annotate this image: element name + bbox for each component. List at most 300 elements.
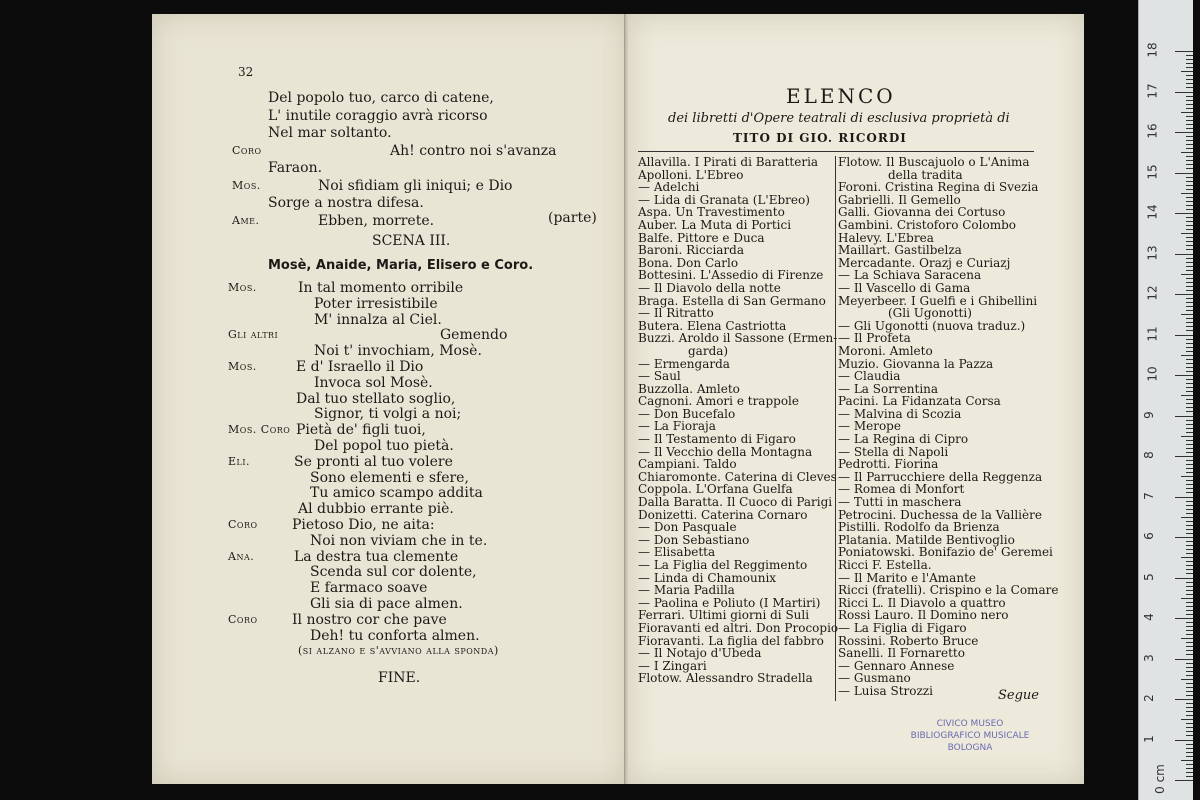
ruler-label: 3 <box>1141 653 1156 662</box>
verse-line: Pietà de' figli tuoi, <box>296 422 426 439</box>
catalog-entry: Pacini. La Fidanzata Corsa <box>838 394 1001 409</box>
catalog-entry: — Saul <box>638 369 681 384</box>
verse-line: (parte) <box>548 210 597 226</box>
ruler-minor-tick <box>1186 168 1193 169</box>
catalog-column-2 <box>838 156 1058 698</box>
catalog-entry: — La Schiava Saracena <box>838 268 982 283</box>
ruler-minor-tick <box>1186 521 1193 522</box>
ruler-minor-tick <box>1186 128 1193 129</box>
ruler-minor-tick <box>1186 541 1193 542</box>
ruler-minor-tick <box>1181 355 1193 356</box>
ruler-tick <box>1175 51 1193 52</box>
ruler-minor-tick <box>1186 756 1193 757</box>
ruler-minor-tick <box>1181 395 1193 396</box>
catalog-column-1 <box>638 156 838 685</box>
ruler-minor-tick <box>1186 100 1193 101</box>
ruler-tick <box>1175 213 1193 214</box>
catalog-title: ELENCO <box>786 84 896 108</box>
ruler-minor-tick <box>1186 403 1193 404</box>
catalog-entry: — Don Sebastiano <box>638 532 750 547</box>
catalog-entry: — Luisa Strozzi <box>838 683 933 698</box>
catalog-entry: Petrocini. Duchessa de la Vallière <box>838 507 1042 522</box>
verse-line: In tal momento orribile <box>298 280 464 296</box>
ruler-minor-tick <box>1186 573 1193 574</box>
catalog-entry: — Tutti in maschera <box>838 495 962 510</box>
catalog-entry: — Don Bucefalo <box>638 406 736 421</box>
catalog-entry: — Adelchi <box>638 180 700 195</box>
speaker-label: Gli altri <box>228 328 279 342</box>
verse-line: La destra tua clemente <box>294 548 459 565</box>
catalog-entry: Gabrielli. Il Gemello <box>838 192 961 207</box>
ruler-minor-tick <box>1186 124 1193 125</box>
ruler-minor-tick <box>1181 436 1193 437</box>
ruler-minor-tick <box>1186 752 1193 753</box>
ruler-minor-tick <box>1186 748 1193 749</box>
catalog-entry: Maillart. Gastilbelza <box>838 243 962 258</box>
ruler-tick <box>1175 497 1193 498</box>
ruler-minor-tick <box>1186 298 1193 299</box>
verse-line: Ah! contro noi s'avanza <box>390 142 557 159</box>
catalog-entry: — La Regina di Cipro <box>838 432 969 447</box>
catalog-entry: — Don Pasquale <box>638 520 737 535</box>
ruler-minor-tick <box>1186 347 1193 348</box>
ruler-minor-tick <box>1186 671 1193 672</box>
ruler-label: 5 <box>1141 572 1156 581</box>
segue-note: Segue <box>998 688 1039 703</box>
ruler-minor-tick <box>1186 634 1193 635</box>
ruler-label: 18 <box>1145 42 1160 58</box>
catalog-entry: — Maria Padilla <box>638 583 735 598</box>
verse-line: Faraon. <box>268 160 323 176</box>
stamp-line: BIBLIOGRAFICO MUSICALE <box>910 731 1030 741</box>
verse-line: Sono elementi e sfere, <box>310 469 469 486</box>
catalog-rule <box>638 151 1034 152</box>
ruler-minor-tick <box>1181 760 1193 761</box>
catalog-entry: Sanelli. Il Fornaretto <box>838 646 965 661</box>
ruler-minor-tick <box>1186 513 1193 514</box>
catalog-entry: — Paolina e Poliuto (I Martiri) <box>638 595 821 610</box>
catalog-entry: — Il Marito e l'Amante <box>838 570 976 585</box>
ruler-minor-tick <box>1186 229 1193 230</box>
catalog-entry: Ricci F. Estella. <box>838 558 932 572</box>
catalog-entry: Apolloni. L'Ebreo <box>638 167 744 182</box>
ruler-minor-tick <box>1186 75 1193 76</box>
verse-line: Noi t' invochiam, Mosè. <box>314 343 482 360</box>
ruler-minor-tick <box>1186 569 1193 570</box>
catalog-entry: — Gusmano <box>838 671 911 686</box>
catalog-entry: Moroni. Amleto <box>838 343 933 358</box>
verse-line: M' innalza al Ciel. <box>314 311 442 328</box>
ruler-minor-tick <box>1181 193 1193 194</box>
ruler-minor-tick <box>1186 83 1193 84</box>
catalog-entry: (Gli Ugonotti) <box>888 306 972 321</box>
ruler-minor-tick <box>1186 460 1193 461</box>
ruler-minor-tick <box>1186 602 1193 603</box>
ruler-label: 1 <box>1141 734 1156 743</box>
verse-line: E farmaco soave <box>310 580 428 597</box>
ruler-minor-tick <box>1186 237 1193 238</box>
ruler-minor-tick <box>1186 351 1193 352</box>
ruler-minor-tick <box>1186 371 1193 372</box>
speaker-label: Ame. <box>232 213 260 227</box>
ruler-tick <box>1175 375 1193 376</box>
ruler-minor-tick <box>1186 764 1193 765</box>
ruler-minor-tick <box>1186 744 1193 745</box>
catalog-entry: Fioravanti ed altri. Don Procopio <box>638 620 839 635</box>
ruler-tick <box>1175 699 1193 700</box>
catalog-subtitle: dei libretti d'Opere teatrali di esclusiva proprietà di <box>668 111 1010 126</box>
ruler-minor-tick <box>1186 444 1193 445</box>
verse-line: Del popol tuo pietà. <box>314 438 454 454</box>
ruler-minor-tick <box>1186 610 1193 611</box>
verse-line: Se pronti al tuo volere <box>294 453 453 470</box>
ruler-minor-tick <box>1186 776 1193 777</box>
catalog-entry: — Merope <box>838 419 901 434</box>
ruler-minor-tick <box>1186 448 1193 449</box>
ruler-minor-tick <box>1186 177 1193 178</box>
catalog-entry: — Elisabetta <box>638 545 716 560</box>
ruler-minor-tick <box>1186 492 1193 493</box>
ruler-minor-tick <box>1186 318 1193 319</box>
ruler-minor-tick <box>1186 735 1193 736</box>
catalog-entry: Ricci (fratelli). Crispino e la Comare <box>838 583 1059 598</box>
catalog-entry: Bona. Don Carlo <box>638 255 739 270</box>
ruler-minor-tick <box>1186 120 1193 121</box>
verse-line: E d' Israello il Dio <box>296 359 424 375</box>
ruler-label: 4 <box>1141 613 1156 621</box>
ruler-minor-tick <box>1186 472 1193 473</box>
ruler-minor-tick <box>1186 667 1193 668</box>
ruler-minor-tick <box>1186 505 1193 506</box>
ruler-minor-tick <box>1186 367 1193 368</box>
ruler-minor-tick <box>1181 598 1193 599</box>
ruler-minor-tick <box>1186 529 1193 530</box>
ruler-minor-tick <box>1186 201 1193 202</box>
ruler-minor-tick <box>1186 626 1193 627</box>
catalog-entry: — La Figlia del Reggimento <box>638 558 808 572</box>
ruler-minor-tick <box>1186 221 1193 222</box>
ruler-minor-tick <box>1186 501 1193 502</box>
verse-line: Invoca sol Mosè. <box>314 374 433 391</box>
catalog-entry: Fioravanti. La figlia del fabbro <box>638 633 824 648</box>
catalog-entry: Meyerbeer. I Guelfi e i Ghibellini <box>838 293 1038 308</box>
ruler-minor-tick <box>1181 476 1193 477</box>
ruler-minor-tick <box>1186 217 1193 218</box>
ruler-minor-tick <box>1186 691 1193 692</box>
ruler-minor-tick <box>1186 108 1193 109</box>
catalog-entry: Balfe. Pittore e Duca <box>638 230 765 245</box>
ruler-minor-tick <box>1186 586 1193 587</box>
catalog-entry: Aspa. Un Travestimento <box>638 205 785 220</box>
catalog-entry: — Lida di Granata (L'Ebreo) <box>638 192 810 207</box>
ruler-minor-tick <box>1181 719 1193 720</box>
verse-line: Poter irresistibile <box>314 295 438 312</box>
catalog-entry: Buzzolla. Amleto <box>638 381 740 396</box>
ruler-minor-tick <box>1186 525 1193 526</box>
ruler-minor-tick <box>1186 675 1193 676</box>
ruler-minor-tick <box>1186 468 1193 469</box>
verse-line: Deh! tu conforta almen. <box>310 627 480 644</box>
ruler-minor-tick <box>1186 87 1193 88</box>
ruler-minor-tick <box>1186 440 1193 441</box>
ruler-minor-tick <box>1186 723 1193 724</box>
catalog-entry: — Il Ritratto <box>638 306 714 321</box>
ruler-minor-tick <box>1186 197 1193 198</box>
ruler-minor-tick <box>1186 590 1193 591</box>
ruler-minor-tick <box>1186 339 1193 340</box>
ruler-minor-tick <box>1186 116 1193 117</box>
ruler-tick <box>1175 456 1193 457</box>
catalog-entry: Rossini. Roberto Bruce <box>838 633 979 648</box>
ruler-label: 2 <box>1141 694 1156 702</box>
catalog-entry: Ricci L. Il Diavolo a quattro <box>838 595 1006 610</box>
catalog-entry: Dalla Baratta. Il Cuoco di Parigi <box>638 495 833 510</box>
ruler-minor-tick <box>1186 189 1193 190</box>
catalog-entry: Braga. Estella di San Germano <box>638 293 826 308</box>
catalog-entry: Auber. La Muta di Portici <box>638 217 792 232</box>
ruler-tick <box>1175 537 1193 538</box>
speaker-label: Mos. Coro <box>228 423 291 437</box>
scene-characters: Mosè, Anaide, Maria, Elisero e Coro. <box>268 258 534 273</box>
catalog-entry: Pistilli. Rodolfo da Brienza <box>838 520 1000 535</box>
ruler-minor-tick <box>1186 363 1193 364</box>
ruler-minor-tick <box>1181 233 1193 234</box>
catalog-entry: Campiani. Taldo <box>638 457 737 472</box>
catalog-entry: — Il Vascello di Gama <box>838 280 971 295</box>
stamp-line: CIVICO MUSEO <box>936 719 1004 729</box>
ruler-minor-tick <box>1186 561 1193 562</box>
ruler-minor-tick <box>1186 96 1193 97</box>
ruler-minor-tick <box>1186 582 1193 583</box>
ruler-tick <box>1175 618 1193 619</box>
verse-line: Noi sfidiam gli iniqui; e Dio <box>318 177 513 194</box>
ruler-minor-tick <box>1186 399 1193 400</box>
ruler-minor-tick <box>1186 683 1193 684</box>
catalog-entry: — Gli Ugonotti (nuova traduz.) <box>838 318 1026 333</box>
ruler-minor-tick <box>1186 594 1193 595</box>
ruler-minor-tick <box>1186 484 1193 485</box>
ruler-minor-tick <box>1186 428 1193 429</box>
ruler-minor-tick <box>1186 241 1193 242</box>
ruler-minor-tick <box>1181 112 1193 113</box>
speaker-label: Ana. <box>228 549 255 563</box>
ruler-minor-tick <box>1186 302 1193 303</box>
ruler-minor-tick <box>1181 314 1193 315</box>
ruler-minor-tick <box>1186 205 1193 206</box>
ruler-minor-tick <box>1181 71 1193 72</box>
verse-line: Del popolo tuo, carco di catene, <box>268 90 494 106</box>
catalog-entry: — Il Notajo d'Ubeda <box>638 646 762 661</box>
ruler-minor-tick <box>1186 79 1193 80</box>
ruler-minor-tick <box>1186 245 1193 246</box>
ruler-minor-tick <box>1186 59 1193 60</box>
ruler-minor-tick <box>1186 703 1193 704</box>
ruler-minor-tick <box>1186 209 1193 210</box>
catalog-entry: — Romea di Monfort <box>838 482 965 497</box>
ruler-label: 11 <box>1145 325 1160 342</box>
ruler-label: 6 <box>1141 532 1156 540</box>
ruler-minor-tick <box>1186 290 1193 291</box>
catalog-entry: — Il Profeta <box>838 331 911 346</box>
ruler-minor-tick <box>1186 181 1193 182</box>
ruler-label: 16 <box>1145 123 1160 139</box>
ruler-tick <box>1175 740 1193 741</box>
ruler-tick <box>1175 294 1193 295</box>
catalog-entry: — La Sorrentina <box>838 381 939 396</box>
catalog-entry: — Stella di Napoli <box>838 444 949 459</box>
verse-line: Pietoso Dio, ne aita: <box>292 517 435 533</box>
ruler-minor-tick <box>1186 711 1193 712</box>
ruler-minor-tick <box>1186 140 1193 141</box>
ruler-minor-tick <box>1181 557 1193 558</box>
catalog-entry: Muzio. Giovanna la Pazza <box>838 356 994 371</box>
ruler-minor-tick <box>1186 258 1193 259</box>
ruler-minor-tick <box>1186 533 1193 534</box>
ruler-minor-tick <box>1186 606 1193 607</box>
catalog-entry: — La Figlia di Figaro <box>838 620 967 635</box>
page-number: 32 <box>238 65 254 79</box>
ruler-minor-tick <box>1186 266 1193 267</box>
ruler-minor-tick <box>1181 679 1193 680</box>
ruler-minor-tick <box>1186 67 1193 68</box>
ruler-label: 14 <box>1145 204 1160 220</box>
ruler-tick <box>1175 780 1193 781</box>
ruler-minor-tick <box>1181 152 1193 153</box>
catalog-entry: Baroni. Ricciarda <box>638 243 745 258</box>
measurement-ruler <box>1138 0 1193 800</box>
speaker-label: Eli. <box>228 454 250 468</box>
ruler-minor-tick <box>1186 391 1193 392</box>
verse-line: Gli sia di pace almen. <box>310 596 463 612</box>
verse-line: Gemendo <box>440 327 508 344</box>
ruler-minor-tick <box>1186 622 1193 623</box>
catalog-entry: Poniatowski. Bonifazio de' Geremei <box>838 545 1053 560</box>
speaker-label: Mos. <box>228 360 257 373</box>
catalog-entry: — Il Parrucchiere della Reggenza <box>838 469 1043 484</box>
catalog-entry: Halevy. L'Ebrea <box>838 230 934 245</box>
catalog-entry: — Ermengarda <box>638 356 730 371</box>
ruler-minor-tick <box>1186 650 1193 651</box>
ruler-minor-tick <box>1186 156 1193 157</box>
ruler-minor-tick <box>1186 249 1193 250</box>
ruler-label: 17 <box>1145 82 1160 99</box>
speaker-label: Mos. <box>232 178 261 192</box>
ruler-minor-tick <box>1186 225 1193 226</box>
ruler-minor-tick <box>1181 517 1193 518</box>
ruler-minor-tick <box>1186 104 1193 105</box>
ruler-minor-tick <box>1186 387 1193 388</box>
catalog-entry: Mercadante. Orazj e Curiazj <box>838 255 1011 270</box>
ruler-tick <box>1175 132 1193 133</box>
ruler-label: 0 cm <box>1152 764 1167 794</box>
ruler-minor-tick <box>1186 148 1193 149</box>
ruler-minor-tick <box>1186 772 1193 773</box>
verse-line: (si alzano e s'avviano alla sponda) <box>298 644 499 658</box>
verse-line: Signor, ti volgi a noi; <box>314 406 462 423</box>
ruler-label: 13 <box>1145 244 1160 261</box>
ruler-label: 9 <box>1141 410 1156 419</box>
ruler-minor-tick <box>1186 160 1193 161</box>
ruler-minor-tick <box>1186 509 1193 510</box>
catalog-entry: Pedrotti. Fiorina <box>838 457 939 472</box>
ruler-minor-tick <box>1186 654 1193 655</box>
ruler-tick <box>1175 659 1193 660</box>
ruler-minor-tick <box>1181 274 1193 275</box>
catalog-entry: Flotow. Il Buscajuolo o L'Anima <box>838 155 1030 169</box>
ruler-minor-tick <box>1186 383 1193 384</box>
catalog-entry: Buzzi. Aroldo il Sassone (Ermen- <box>638 331 838 346</box>
ruler-minor-tick <box>1186 262 1193 263</box>
catalog-entry: della tradita <box>888 167 963 182</box>
ruler-minor-tick <box>1186 136 1193 137</box>
ruler-label: 7 <box>1141 491 1156 500</box>
catalog-entry: Cagnoni. Amori e trappole <box>638 394 799 409</box>
ruler-minor-tick <box>1186 379 1193 380</box>
ruler-minor-tick <box>1186 326 1193 327</box>
ruler-minor-tick <box>1186 322 1193 323</box>
ruler-minor-tick <box>1186 63 1193 64</box>
ruler-minor-tick <box>1186 545 1193 546</box>
catalog-entry: — Linda di Chamounix <box>638 570 777 585</box>
catalog-entry: — Claudia <box>838 369 901 384</box>
catalog-entry: — Malvina di Scozia <box>838 406 962 421</box>
speaker-label: Coro <box>232 143 262 157</box>
verse-line: Tu amico scampo addita <box>310 485 483 502</box>
ruler-minor-tick <box>1186 549 1193 550</box>
ruler-minor-tick <box>1186 480 1193 481</box>
ruler-label: 12 <box>1145 285 1160 301</box>
ruler-minor-tick <box>1186 144 1193 145</box>
ruler-tick <box>1175 92 1193 93</box>
ruler-minor-tick <box>1186 768 1193 769</box>
speaker-label: Mos. <box>228 281 257 294</box>
ruler-tick <box>1175 335 1193 336</box>
ruler-tick <box>1175 416 1193 417</box>
catalog-entry: Coppola. L'Orfana Guelfa <box>638 482 793 497</box>
catalog-entry: Flotow. Alessandro Stradella <box>638 671 813 686</box>
verse-line: Scenda sul cor dolente, <box>310 564 477 581</box>
catalog-entry: Platania. Matilde Bentivoglio <box>838 532 1015 547</box>
ruler-minor-tick <box>1186 663 1193 664</box>
ruler-minor-tick <box>1186 452 1193 453</box>
catalog-entry: — I Zingari <box>638 658 707 673</box>
catalog-entry: — Il Testamento di Figaro <box>638 432 796 447</box>
catalog-entry: Allavilla. I Pirati di Baratteria <box>638 155 819 169</box>
ruler-minor-tick <box>1186 270 1193 271</box>
ruler-minor-tick <box>1186 731 1193 732</box>
catalog-entry: Butera. Elena Castriotta <box>638 318 787 333</box>
speaker-label: Coro <box>228 518 258 531</box>
ruler-label: 10 <box>1145 366 1160 382</box>
ruler-minor-tick <box>1186 420 1193 421</box>
catalog-entry: — La Fioraja <box>638 419 716 434</box>
catalog-entry: Chiaromonte. Caterina di Cleves <box>638 469 837 484</box>
ruler-minor-tick <box>1186 553 1193 554</box>
stamp-line: BOLOGNA <box>947 743 993 753</box>
ruler-minor-tick <box>1186 646 1193 647</box>
ruler-minor-tick <box>1186 630 1193 631</box>
catalog-entry: — Il Vecchio della Montagna <box>638 444 813 459</box>
verse-line: Ebben, morrete. <box>318 212 435 229</box>
library-stamp <box>900 718 1040 754</box>
ruler-tick <box>1175 173 1193 174</box>
ruler-minor-tick <box>1186 614 1193 615</box>
verse-line: Dal tuo stellato soglio, <box>296 390 456 407</box>
catalog-entry: — Gennaro Annese <box>838 658 955 673</box>
ruler-minor-tick <box>1186 715 1193 716</box>
catalog-entry: — Il Diavolo della notte <box>638 280 781 295</box>
ruler-minor-tick <box>1186 330 1193 331</box>
